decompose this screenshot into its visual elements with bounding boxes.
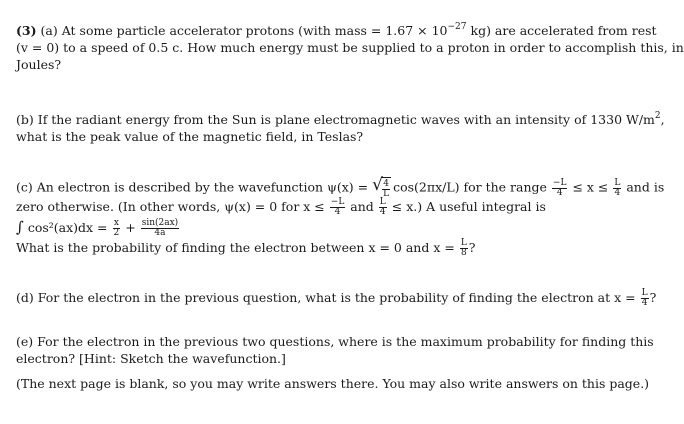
part-b-line-2	[16, 128, 639, 145]
part-c-text: ≤ x.) A useful integral is	[391, 199, 546, 214]
frac-den: L	[383, 189, 390, 199]
part-a-line-2	[16, 39, 684, 56]
part-e-label: (e)	[16, 334, 34, 349]
part-c-text: zero otherwise. (In other words, ψ(x) = 0 for x ≤	[16, 199, 325, 214]
part-c-line-1	[16, 175, 665, 199]
part-c-text: +	[125, 220, 136, 235]
part-e-text: electron? [Hint: Sketch the wavefunction.]	[16, 351, 286, 366]
frac-den: 4	[334, 207, 341, 217]
part-d-text: For the electron in the previous question, what is the probability of finding the electron at x =	[37, 290, 636, 305]
frac-num: sin(2ax)	[141, 218, 179, 228]
part-c-line-3	[16, 217, 639, 238]
frac-den: 2	[113, 228, 120, 238]
part-c-line-2	[16, 197, 639, 217]
part-e-line-2	[16, 350, 639, 367]
frac-num: L	[379, 197, 386, 207]
part-a-text: Joules?	[16, 57, 62, 72]
part-d-line-1	[16, 288, 657, 308]
part-c-text: ≤ x ≤	[572, 179, 609, 195]
sqrt-icon: √	[372, 175, 383, 195]
part-b-exponent: 2	[654, 111, 661, 121]
part-c-text: and is	[626, 179, 665, 195]
fraction	[460, 239, 468, 258]
fraction	[382, 180, 390, 199]
frac-num: L	[641, 288, 648, 298]
frac-den: 4	[556, 187, 563, 198]
part-e-text: For the electron in the previous two questions, where is the maximum probability for finding this	[37, 334, 654, 349]
part-a-text: At some particle accelerator protons (with mass = 1.67 × 10	[61, 23, 448, 38]
part-d-text: ?	[649, 290, 657, 305]
part-c-text: An electron is described by the wavefunction ψ(x) =	[36, 179, 369, 195]
part-a-line-1	[16, 22, 657, 39]
frac-den: 4	[614, 187, 621, 198]
fraction	[613, 179, 621, 198]
fraction	[552, 179, 568, 198]
fraction	[330, 198, 346, 217]
frac-num: −L	[330, 197, 345, 207]
part-d	[16, 288, 657, 308]
part-a-label: (a)	[40, 23, 58, 38]
part-b-text: ,	[660, 112, 665, 127]
frac-den: 4	[641, 298, 648, 308]
integral-icon: ∫	[16, 218, 24, 236]
part-b-label: (b)	[16, 112, 34, 127]
page-note: (The next page is blank, so you may write answers there. You may also write answers on this page.)	[16, 376, 650, 391]
part-b-text: If the radiant energy from the Sun is plane electromagnetic waves with an intensity of 1330 W/m	[37, 112, 655, 127]
part-c-text: and	[350, 199, 374, 214]
part-e-line-1	[16, 333, 654, 350]
part-c-text: cos(2πx/L) for the range	[393, 179, 547, 195]
sqrt-expression	[372, 177, 391, 199]
problem-number: (3)	[16, 23, 37, 38]
part-c-line-4	[16, 238, 639, 258]
part-a	[16, 22, 684, 73]
frac-den: 4	[379, 207, 386, 217]
frac-den: 4a	[154, 228, 166, 238]
frac-num: −L	[552, 177, 567, 188]
part-e	[16, 333, 654, 367]
part-c-text: What is the probability of finding the electron between x = 0 and x =	[16, 240, 455, 255]
part-b-line-1	[16, 111, 665, 128]
part-c-text: cos²(ax)dx =	[27, 220, 108, 235]
frac-num: L	[460, 238, 467, 248]
part-c-text: ?	[468, 240, 476, 255]
part-a-line-3	[16, 56, 639, 73]
part-d-label: (d)	[16, 290, 34, 305]
frac-num: 4	[383, 179, 389, 189]
part-a-exponent: −27	[447, 22, 467, 32]
fraction	[641, 289, 649, 308]
part-b	[16, 111, 665, 145]
frac-num: x	[113, 218, 119, 228]
part-a-text: kg) are accelerated from rest	[470, 23, 657, 38]
part-c	[16, 175, 665, 258]
fraction	[141, 219, 179, 238]
part-c-label: (c)	[16, 179, 33, 195]
frac-num: L	[614, 177, 621, 188]
frac-den: 8	[460, 248, 467, 258]
fraction	[113, 219, 121, 238]
fraction	[379, 198, 387, 217]
part-b-text: what is the peak value of the magnetic field, in Teslas?	[16, 129, 364, 144]
part-a-text: (v = 0) to a speed of 0.5 c. How much energy must be supplied to a proton in order to accomplish this, in	[16, 40, 684, 55]
